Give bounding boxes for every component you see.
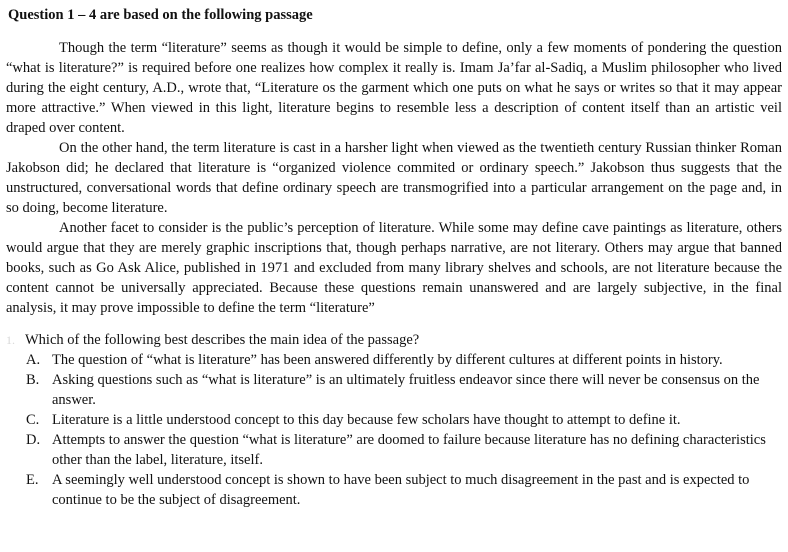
choice-text: A seemingly well understood concept is shown to have been subject to much disagreement in the past and is expected to continue to be the subject of disagreement.	[52, 472, 750, 508]
answer-choice-e[interactable]	[26, 470, 782, 510]
choice-text: Attempts to answer the question “what is literature” are doomed to failure because literature has no defining characteristics other than the label, literature, itself.	[52, 432, 766, 468]
choice-text: Asking questions such as “what is literature” is an ultimately fruitless endeavor since there will never be consensus on the answer.	[52, 372, 760, 408]
question-block	[6, 330, 782, 510]
answer-choice-c[interactable]	[26, 410, 782, 430]
choice-letter: D.	[26, 432, 41, 448]
passage-paragraph-2: On the other hand, the term literature is cast in a harsher light when viewed as the twentieth century Russian thinker Roman Jakobson did; he declared that literature is “organized violence commited or ordinary speech.” Jakobson thus suggests that the unstructured, conversational words that define ordinary speech are transmogrified into a particular arrangement on the page and, in so doing, become literature.	[6, 140, 782, 216]
answer-choices	[6, 350, 782, 510]
answer-choice-b[interactable]	[26, 370, 782, 410]
choice-letter: C.	[26, 412, 40, 428]
choice-text: The question of “what is literature” has been answered differently by different cultures at different points in history.	[52, 352, 723, 368]
question-number: 1.	[6, 333, 15, 347]
section-heading: Question 1 – 4 are based on the following passage	[8, 7, 313, 23]
reading-passage	[6, 38, 782, 318]
question-stem-row	[6, 330, 782, 350]
choice-letter: B.	[26, 372, 40, 388]
answer-choice-d[interactable]	[26, 430, 782, 470]
choice-letter: A.	[26, 352, 41, 368]
question-stem: Which of the following best describes the main idea of the passage?	[25, 332, 420, 348]
choice-text: Literature is a little understood concept to this day because few scholars have thought to attempt to define it.	[52, 412, 681, 428]
choice-letter: E.	[26, 472, 39, 488]
answer-choice-a[interactable]	[26, 350, 782, 370]
passage-paragraph-1: Though the term “literature” seems as though it would be simple to define, only a few moments of pondering the question “what is literature?” is required before one realizes how complex it really is. Imam Ja’far al-Sadiq, a Muslim philosopher who lived during the eight century, A.D., wrote that, “Literature os the garment which one puts on what he says or writes so that it may appear more attractive.” When viewed in this light, literature begins to resemble less a description of content itself than an artistic veil draped over content.	[6, 40, 782, 136]
passage-paragraph-3: Another facet to consider is the public’s perception of literature. While some may define cave paintings as literature, others would argue that they are merely graphic inscriptions that, though perhaps narrative, are not literary. Others may argue that banned books, such as Go Ask Alice, published in 1971 and excluded from many library shelves and schools, are not literature because the content cannot be universally appreciated. Because these questions remain unanswered and are largely subjective, in the final analysis, it may prove impossible to define the term “literature”	[6, 220, 782, 316]
